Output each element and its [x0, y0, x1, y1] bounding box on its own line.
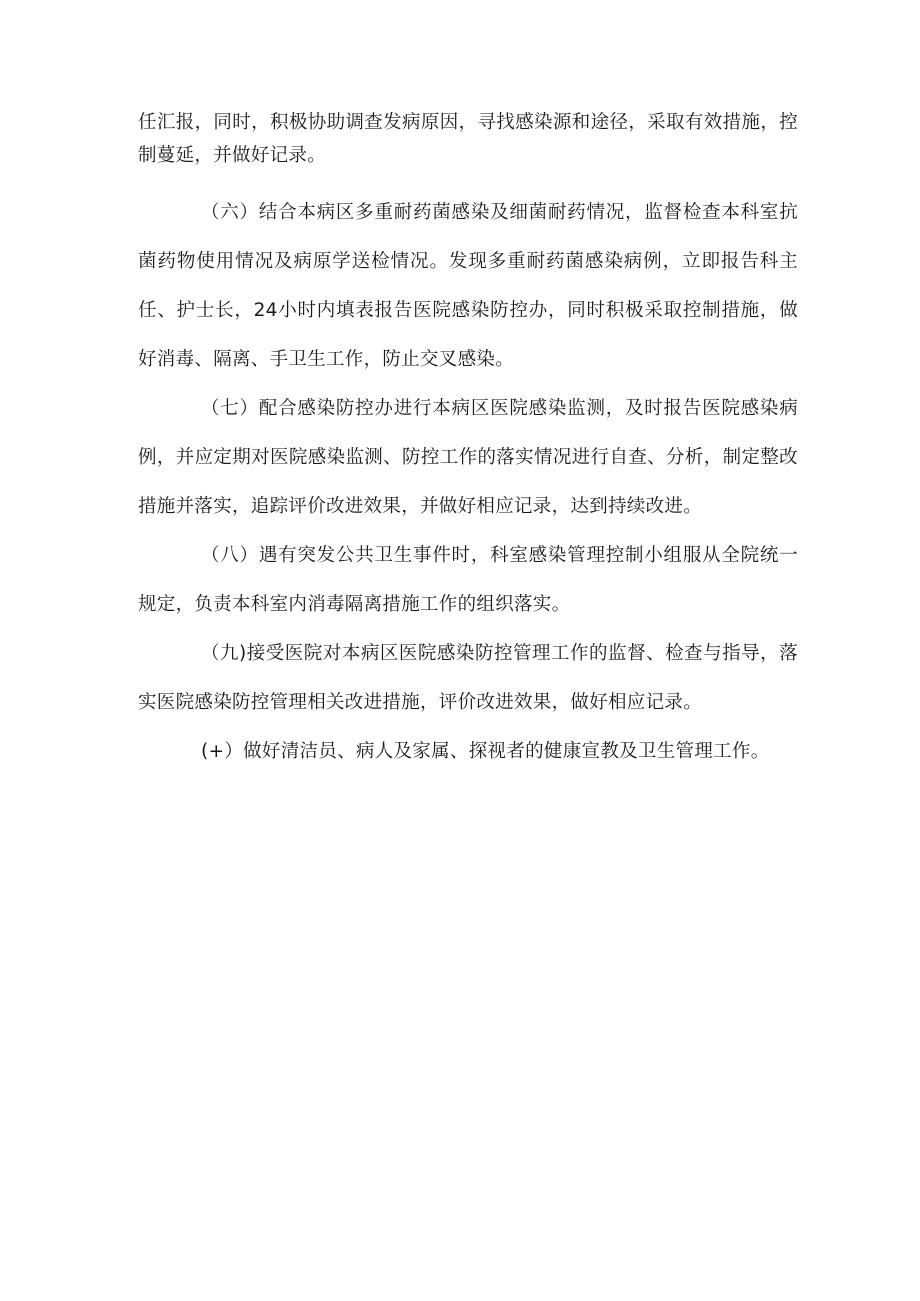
paragraph-10: (+）做好清洁员、病人及家属、探视者的健康宣教及卫生管理工作。 — [201, 741, 770, 762]
document-body — [138, 106, 798, 776]
paragraph-8: （八）遇有突发公共卫生事件时，科室感染管理控制小组服从全院统一规定，负责本科室内消毒隔离措施工作的组织落实。 — [138, 545, 798, 615]
paragraph-6: （六）结合本病区多重耐药菌感染及细菌耐药情况，监督检查本科室抗菌药物使用情况及病原学送检情况。发现多重耐药菌感染病例，立即报告科主任、护士长，24小时内填表报告医院感染防控办，同时积极采取控制措施，做好消毒、隔离、手卫生工作，防止交叉感染。 — [138, 202, 798, 370]
paragraph-9: （九)接受医院对本病区医院感染防控管理工作的监督、检查与指导，落实医院感染防控管理相关改进措施，评价改进效果，做好相应记录。 — [138, 643, 798, 713]
paragraph-continuation: 任汇报，同时，积极协助调查发病原因，寻找感染源和途径，采取有效措施，控制蔓延，并做好记录。 — [138, 112, 798, 166]
paragraph-7: （七）配合感染防控办进行本病区医院感染监测，及时报告医院感染病例，并应定期对医院感染监测、防控工作的落实情况进行自查、分析，制定整改措施并落实，追踪评价改进效果，并做好相应记录，达到持续改进。 — [138, 398, 798, 517]
